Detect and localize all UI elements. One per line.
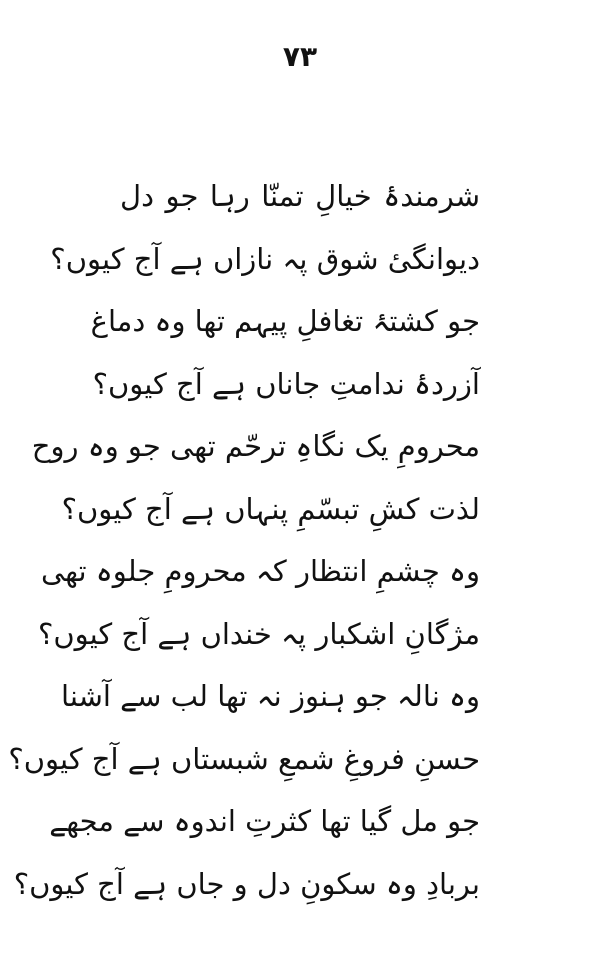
poem-line: آزردۂ ندامتِ جاناں ہے آج کیوں؟	[92, 366, 480, 401]
poem-line: لذت کشِ تبسّمِ پنہاں ہے آج کیوں؟	[61, 491, 480, 526]
poem-line: محرومِ یک نگاہِ ترحّم تھی جو وہ روح	[31, 429, 480, 463]
poem-line: وہ چشمِ انتظار کہ محرومِ جلوہ تھی	[40, 554, 480, 588]
poem-line: دیوانگیٔ شوق پہ نازاں ہے آج کیوں؟	[50, 241, 480, 276]
poem-line: جو مل گیا تھا کثرتِ اندوہ سے مجھے	[49, 804, 480, 838]
poem-line: شرمندۂ خیالِ تمنّا رہا جو دل	[120, 179, 480, 213]
poem-line: مژگانِ اشکبار پہ خنداں ہے آج کیوں؟	[37, 616, 480, 651]
poem-line: بربادِ وہ سکونِ دل و جاں ہے آج کیوں؟	[13, 866, 480, 901]
poem-line: جو کشتۂ تغافلِ پیہم تھا وہ دماغ	[90, 304, 480, 338]
poem-line: وہ نالہ جو ہنوز نہ تھا لب سے آشنا	[61, 679, 480, 713]
poem	[8, 165, 480, 915]
poem-line: حسنِ فروغِ شمعِ شبستاں ہے آج کیوں؟	[8, 741, 480, 776]
page-number: ۷۳	[282, 40, 318, 73]
